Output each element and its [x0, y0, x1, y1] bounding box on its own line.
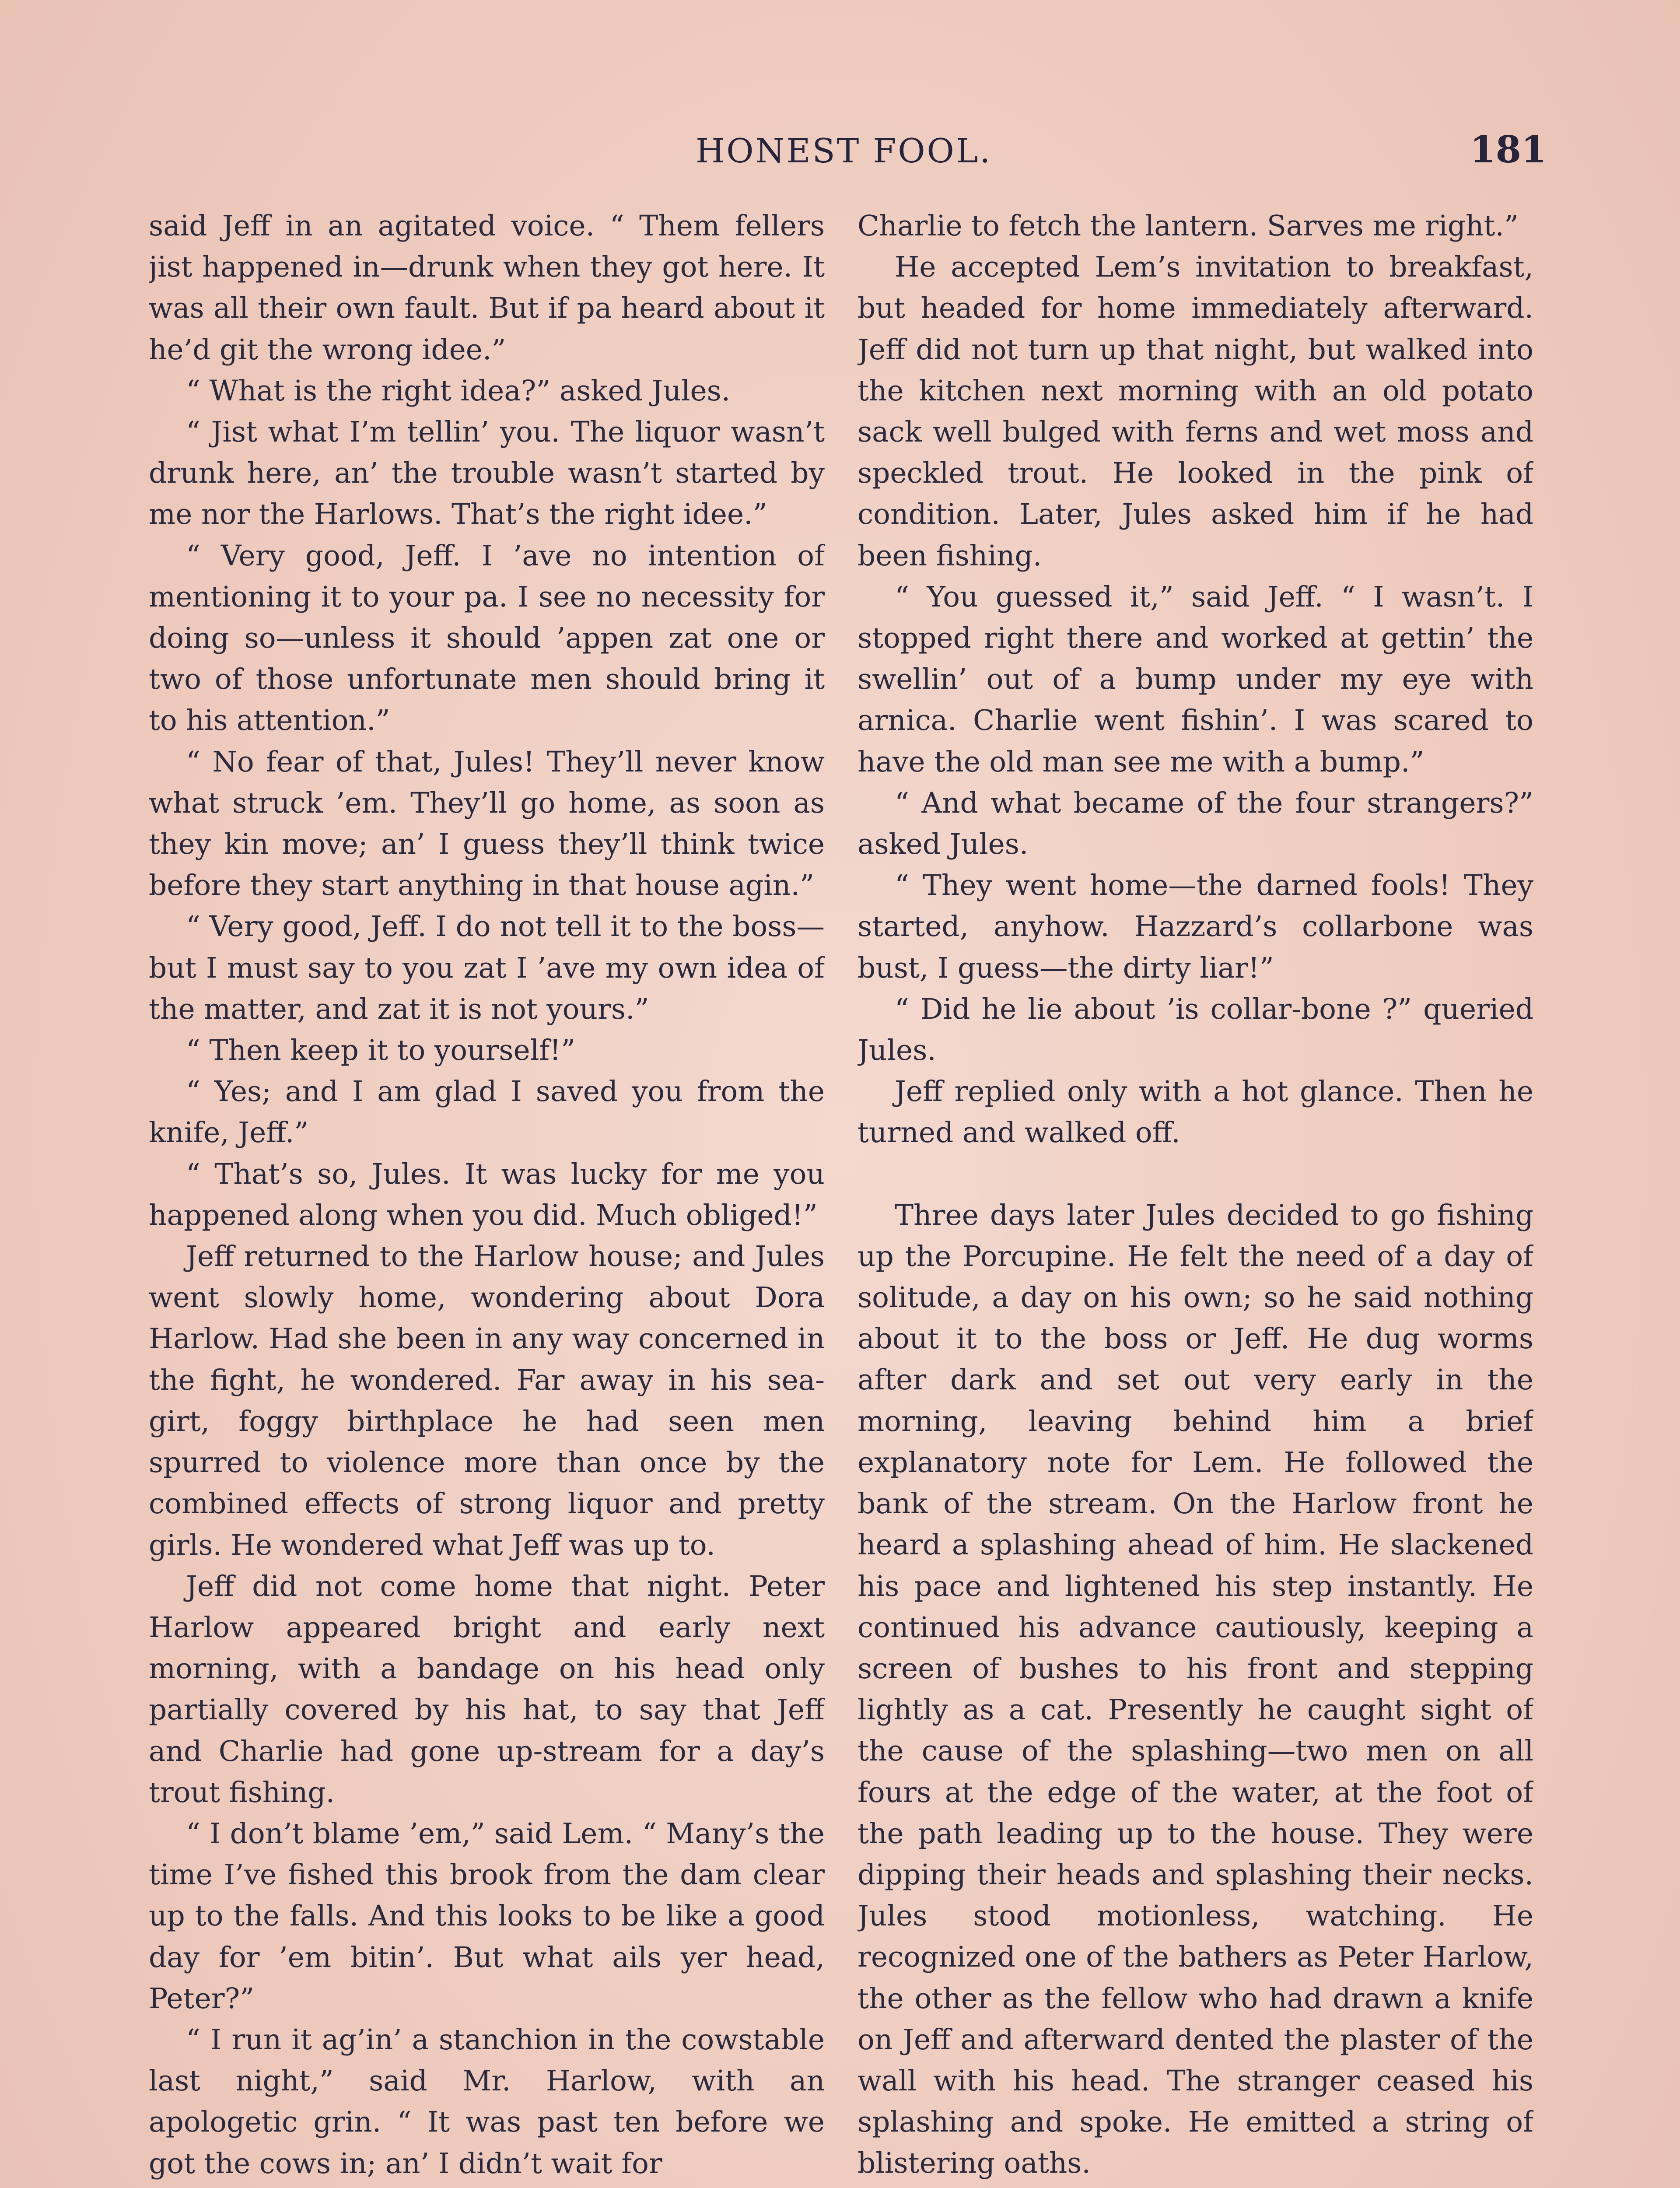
paragraph: “ You guessed it,” said Jeff. “ I wasn’t. I stopped right there and worked at gettin’ the swellin’ out of a bump under my eye with arnica. Charlie went fishin’. I was scared to have the old man see me with a bump.”: [858, 580, 1533, 778]
paragraph: He accepted Lem’s invitation to breakfast, but headed for home immediately afterward. Jeff did not turn up that night, but walked into the kitchen next morning with an old potato sack well bulged with ferns and wet moss and speckled trout. He looked in the pink of condition. Later, Jules asked him if he had been fishing.: [858, 251, 1533, 572]
paragraph: “ That’s so, Jules. It was lucky for me you happened along when you did. Much obliged!”: [149, 1157, 825, 1232]
paragraph: [858, 2184, 1533, 2188]
paragraph: “ Yes; and I am glad I saved you from the knife, Jeff.”: [149, 1075, 825, 1150]
paragraph: Jeff replied only with a hot glance. Then he turned and walked off.: [858, 1075, 1533, 1150]
paragraph: Jeff did not come home that night. Peter Harlow appeared bright and early next morning, with a bandage on his head only partially covered by his hat, to say that Jeff and Charlie had gone up-stream for a day’s trout fishing.: [149, 1570, 825, 1809]
paragraph: “ Very good, Jeff. I do not tell it to the boss—but I must say to you zat I ’ave my own idea of the matter, and zat it is not yours.”: [149, 910, 825, 1026]
paragraph: said Jeff in an agitated voice. “ Them fellers jist happened in—drunk when they got here. It was all their own fault. But if pa heard about it he’d git the wrong idee.”: [149, 210, 825, 366]
paragraph: “ Jist what I’m tellin’ you. The liquor wasn’t drunk here, an’ the trouble wasn’t started by me nor the Harlows. That’s the right idee.”: [149, 416, 825, 531]
page-number: 181: [1470, 128, 1547, 171]
paragraph: Jeff returned to the Harlow house; and Jules went slowly home, wondering about Dora Harlow. Had she been in any way concerned in the fight, he wondered. Far away in his sea-girt, foggy birthplace he had seen men spurred to violence more than once by the combined effects of strong liquor and pretty girls. He wondered what Jeff was up to.: [149, 1240, 825, 1562]
paragraph: Three days later Jules decided to go fishing up the Porcupine. He felt the need of a day of solitude, a day on his own; so he said nothing about it to the boss or Jeff. He dug worms after dark and set out very early in the morning, leaving behind him a brief explanatory note for Lem. He followed the bank of the stream. On the Harlow front he heard a splashing ahead of him. He slackened his pace and lightened his step instantly. He continued his advance cautiously, keeping a screen of bushes to his front and stepping lightly as a cat. Presently he caught sight of the cause of the splashing—two men on all fours at the edge of the water, at the foot of the path leading up to the house. They were dipping their heads and splashing their necks. Jules stood motionless, watching. He recognized one of the bathers as Peter Harlow, the other as the fellow who had drawn a knife on Jeff and afterward dented the plaster of the wall with his head. The stranger ceased his splashing and spoke. He emitted a string of blistering oaths.: [858, 1199, 1533, 2180]
paragraph: “ I don’t blame ’em,” said Lem. “ Many’s the time I’ve fished this brook from the dam clear up to the falls. And this looks to be like a good day for ’em bitin’. But what ails yer head, Peter?”: [149, 1817, 825, 2015]
paragraph: “ No fear of that, Jules! They’ll never know what struck ’em. They’ll go home, as soon as they kin move; an’ I guess they’ll think twice before they start anything in that house agin.”: [149, 745, 825, 902]
running-title: HONEST FOOL.: [696, 131, 992, 170]
running-header: [0, 128, 1680, 179]
paragraph: “ What is the right idea?” asked Jules.: [186, 374, 731, 407]
paragraph: “ Did he lie about ’is collar-bone ?” queried Jules.: [858, 992, 1533, 1067]
paragraph: “ They went home—the darned fools! They started, anyhow. Hazzard’s collarbone was bust, I guess—the dirty liar!”: [858, 869, 1533, 985]
paragraph: “ And what became of the four strangers?” asked Jules.: [858, 786, 1533, 861]
paragraph: “ I run it ag’in’ a stanchion in the cowstable last night,” said Mr. Harlow, with an apologetic grin. “ It was past ten before we got the cows in; an’ I didn’t wait for: [149, 2023, 825, 2180]
right-column: [858, 206, 1533, 2188]
paragraph: “ Very good, Jeff. I ’ave no intention of mentioning it to your pa. I see no necessity for doing so—unless it should ’appen zat one or two of those unfortunate men should bring it to his attention.”: [149, 539, 825, 737]
left-column: [149, 206, 825, 2188]
paragraph: Charlie to fetch the lantern. Sarves me right.”: [858, 210, 1519, 242]
paragraph: “ Then keep it to yourself!”: [186, 1034, 576, 1067]
